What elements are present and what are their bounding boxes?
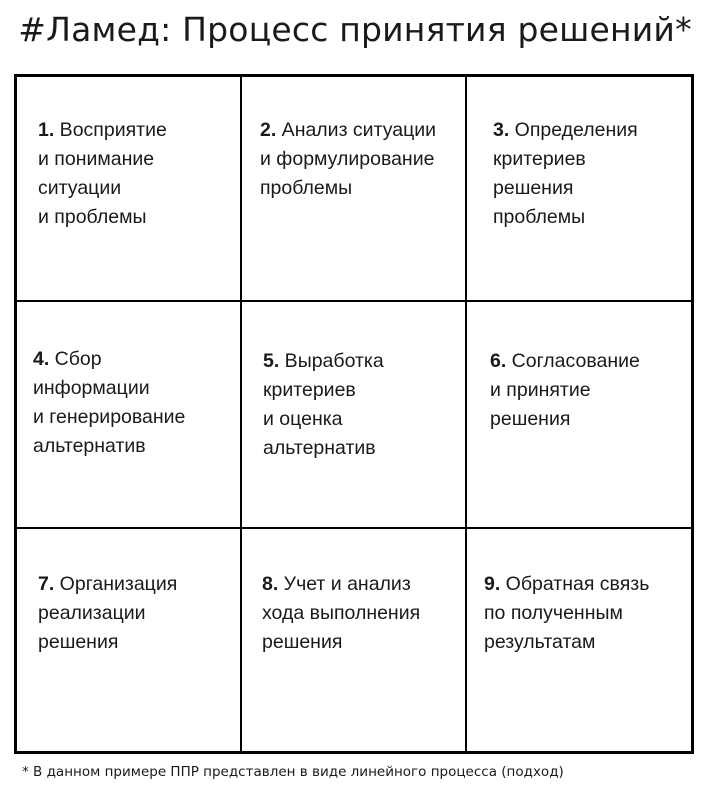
step-number: 3. — [493, 119, 510, 141]
grid-divider-vertical — [465, 77, 467, 751]
process-step-9 — [484, 570, 649, 657]
grid-divider-horizontal — [17, 527, 691, 529]
process-step-6 — [490, 347, 640, 434]
step-text: Выработка критериев и оценка альтернатив — [263, 350, 384, 459]
process-step-1 — [38, 116, 167, 232]
step-text: Учет и анализ хода выполнения решения — [262, 573, 421, 653]
process-step-4 — [33, 345, 185, 461]
process-step-2 — [260, 116, 436, 203]
page-title: #Ламед: Процесс принятия решений* — [18, 10, 692, 49]
step-text: Организация реализации решения — [38, 573, 178, 653]
grid-divider-vertical — [240, 77, 242, 751]
process-step-3 — [493, 116, 638, 232]
step-number: 5. — [263, 350, 280, 372]
step-text: Сбор информации и генерирование альтернатив — [33, 348, 186, 457]
process-step-8 — [262, 570, 420, 657]
process-step-5 — [263, 347, 384, 463]
step-number: 6. — [490, 350, 507, 372]
step-number: 7. — [38, 573, 55, 595]
process-grid — [14, 74, 694, 754]
step-text: Определения критериев решения проблемы — [493, 119, 638, 228]
step-text: Согласование и принятие решения — [490, 350, 640, 430]
step-text: Обратная связь по полученным результатам — [484, 573, 650, 653]
step-number: 4. — [33, 348, 50, 370]
step-number: 8. — [262, 573, 279, 595]
footnote: * В данном примере ППР представлен в виде линейного процесса (подход) — [22, 764, 564, 780]
step-number: 9. — [484, 573, 501, 595]
step-text: Анализ ситуации и формулирование проблемы — [260, 119, 437, 199]
step-number: 1. — [38, 119, 55, 141]
step-number: 2. — [260, 119, 277, 141]
step-text: Восприятие и понимание ситуации и проблемы — [38, 119, 167, 228]
grid-divider-horizontal — [17, 300, 691, 302]
process-step-7 — [38, 570, 177, 657]
